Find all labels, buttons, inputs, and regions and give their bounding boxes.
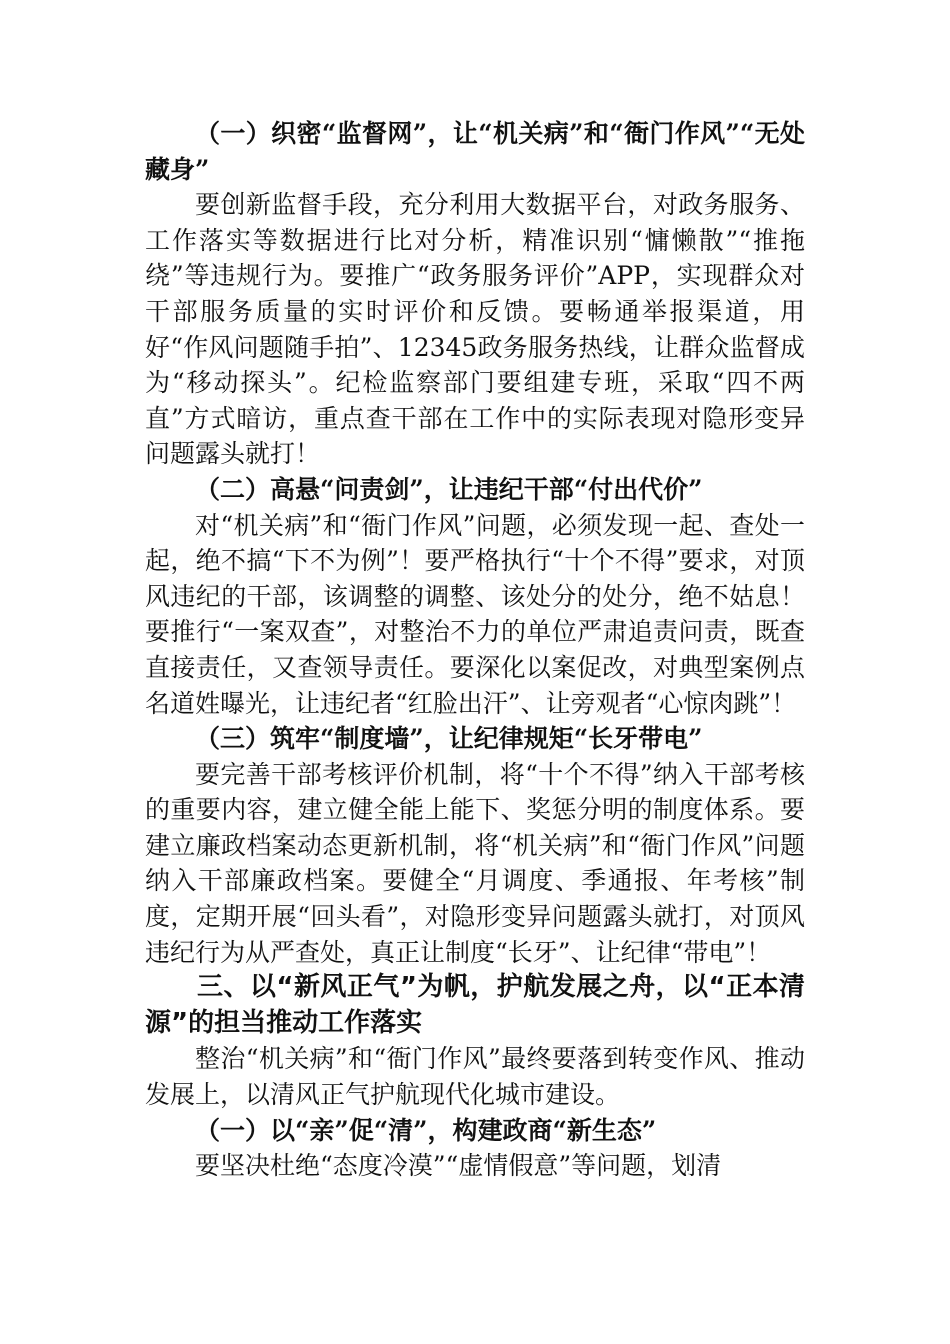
subheading-3: （三）筑牢“制度墙”，让纪律规矩“长牙带电” — [195, 724, 703, 754]
body-paragraph-1: 要创新监督手段，充分利用大数据平台，对政务服务、工作落实等数据进行比对分析，精准识别“慵懒散”“推拖绕”等违规行为。要推广“政务服务评价”APP，实现群众对干部服务质量的实时评价和反馈。要畅通举报渠道，用好“作风问题随手拍”、12345政务服务热线，让群众监督成为“移动探头”。纪检监察部门要组建专班，采取“四不两直”方式暗访，重点查干部在工作中的实际表现对隐形变异问题露头就打！ — [145, 190, 805, 469]
section-heading-3: 三、以“新风正气”为帆，护航发展之舟，以“正本清源”的担当推动工作落实 — [145, 972, 805, 1038]
body-paragraph-2: 对“机关病”和“衙门作风”问题，必须发现一起、查处一起，绝不搞“下不为例”！要严格执行“十个不得”要求，对顶风违纪的干部，该调整的调整、该处分的处分，绝不姑息！要推行“一案双查”，对整治不力的单位严肃追责问责，既查直接责任，又查领导责任。要深化以案促改，对典型案例点名道姓曝光，让违纪者“红脸出汗”、让旁观者“心惊肉跳”！ — [145, 510, 805, 718]
body-paragraph-3: 要完善干部考核评价机制，将“十个不得”纳入干部考核的重要内容，建立健全能上能下、奖惩分明的制度体系。要建立廉政档案动态更新机制，将“机关病”和“衙门作风”问题纳入干部廉政档案。要健全“月调度、季通报、年考核”制度，定期开展“回头看”，对隐形变异问题露头就打，对顶风违纪行为从严查处，真正让制度“长牙”、让纪律“带电”！ — [145, 759, 805, 967]
subheading-2: （二）高悬“问责剑”，让违纪干部“付出代价” — [195, 474, 703, 504]
subheading-4: （一）以“亲”促“清”，构建政商“新生态” — [195, 1115, 657, 1145]
document-body — [145, 116, 805, 1184]
body-paragraph-4: 整治“机关病”和“衙门作风”最终要落到转变作风、推动发展上，以清风正气护航现代化城市建设。 — [145, 1044, 805, 1110]
body-paragraph-5: 要坚决杜绝“态度冷漠”“虚情假意”等问题，划清 — [195, 1151, 722, 1181]
subheading-1: （一）织密“监督网”，让“机关病”和“衙门作风”“无处藏身” — [145, 119, 805, 184]
